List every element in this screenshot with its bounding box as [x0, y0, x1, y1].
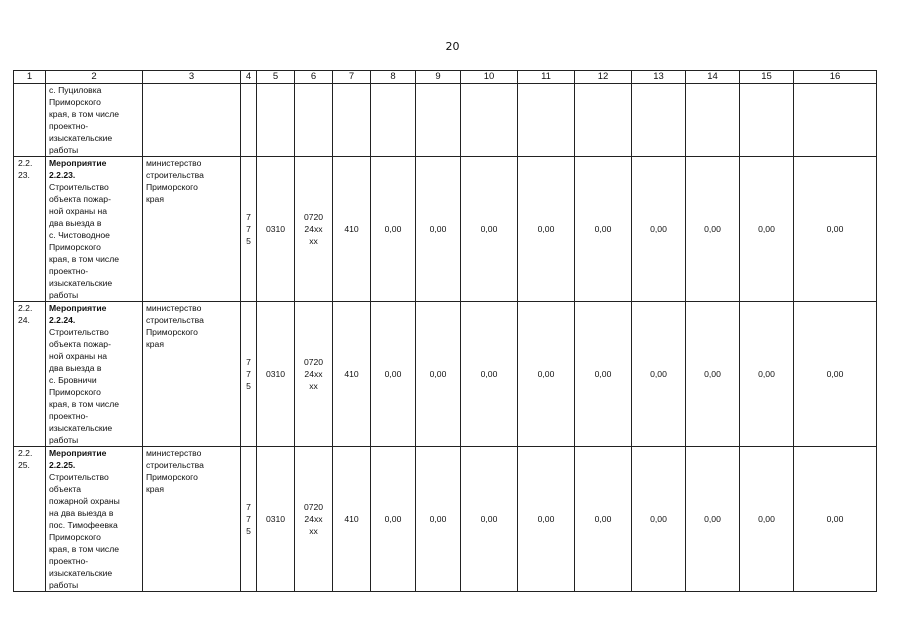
value-cell: 0,00 [575, 157, 632, 302]
column-header: 6 [295, 71, 333, 84]
row-number: 2.2. 24. [14, 302, 46, 447]
grbs-code: 7 7 5 [241, 302, 257, 447]
csr-code: 0720 24хх хх [295, 447, 333, 592]
csr-code: 0720 24хх хх [295, 157, 333, 302]
measure-cell [46, 302, 143, 447]
measure-description: Строительство объекта пожарной охраны на два выезда в пос. Тимофеевка Приморского края, в том числе проектно- изыскательские работы [49, 472, 120, 590]
value-cell: 0,00 [371, 302, 416, 447]
value-cell: 0,00 [686, 157, 740, 302]
measure-description: Строительство объекта пожар- ной охраны на два выезда в с. Бровничи Приморского края, в том числе проектно- изыскательские работы [49, 327, 119, 445]
column-header: 13 [632, 71, 686, 84]
responsible-org: министерство строительства Приморского края [143, 447, 241, 592]
column-header: 1 [14, 71, 46, 84]
csr-code: 0720 24хх хх [295, 302, 333, 447]
column-header: 12 [575, 71, 632, 84]
column-header: 4 [241, 71, 257, 84]
value-cell: 0,00 [518, 447, 575, 592]
continuation-row [14, 84, 877, 157]
value-cell: 0,00 [461, 302, 518, 447]
value-cell: 0,00 [575, 447, 632, 592]
value-cell: 0,00 [740, 157, 794, 302]
row-number: 2.2. 23. [14, 157, 46, 302]
table-row [14, 157, 877, 302]
continuation-name: с. Пуциловка Приморского края, в том числе проектно- изыскательские работы [46, 84, 143, 157]
measure-cell [46, 447, 143, 592]
column-header: 14 [686, 71, 740, 84]
value-cell: 0,00 [740, 302, 794, 447]
vr-code: 410 [333, 447, 371, 592]
column-header: 9 [416, 71, 461, 84]
rzpr-code: 0310 [257, 302, 295, 447]
responsible-org: министерство строительства Приморского края [143, 302, 241, 447]
column-header: 2 [46, 71, 143, 84]
value-cell: 0,00 [416, 157, 461, 302]
page-number: 20 [445, 40, 460, 53]
column-header: 5 [257, 71, 295, 84]
measure-title: Мероприятие 2.2.24. [49, 303, 107, 325]
grbs-code: 7 7 5 [241, 157, 257, 302]
column-header: 15 [740, 71, 794, 84]
column-header: 16 [794, 71, 877, 84]
table-row [14, 447, 877, 592]
measure-description: Строительство объекта пожар- ной охраны на два выезда в с. Чистоводное Приморского края, в том числе проектно- изыскательские работы [49, 182, 119, 300]
vr-code: 410 [333, 302, 371, 447]
column-header: 3 [143, 71, 241, 84]
value-cell: 0,00 [518, 157, 575, 302]
value-cell: 0,00 [575, 302, 632, 447]
table-row [14, 302, 877, 447]
vr-code: 410 [333, 157, 371, 302]
value-cell: 0,00 [371, 157, 416, 302]
value-cell: 0,00 [794, 157, 877, 302]
value-cell: 0,00 [686, 447, 740, 592]
rzpr-code: 0310 [257, 447, 295, 592]
column-header: 7 [333, 71, 371, 84]
value-cell: 0,00 [461, 157, 518, 302]
value-cell: 0,00 [416, 302, 461, 447]
value-cell: 0,00 [632, 302, 686, 447]
responsible-org: министерство строительства Приморского края [143, 157, 241, 302]
measure-title: Мероприятие 2.2.25. [49, 448, 107, 470]
row-number: 2.2. 25. [14, 447, 46, 592]
value-cell: 0,00 [461, 447, 518, 592]
measure-cell [46, 157, 143, 302]
value-cell: 0,00 [518, 302, 575, 447]
column-header: 11 [518, 71, 575, 84]
grbs-code: 7 7 5 [241, 447, 257, 592]
column-header: 10 [461, 71, 518, 84]
value-cell: 0,00 [794, 447, 877, 592]
value-cell: 0,00 [686, 302, 740, 447]
rzpr-code: 0310 [257, 157, 295, 302]
column-header: 8 [371, 71, 416, 84]
value-cell: 0,00 [740, 447, 794, 592]
budget-table [13, 70, 877, 592]
measure-title: Мероприятие 2.2.23. [49, 158, 107, 180]
header-row [14, 71, 877, 84]
value-cell: 0,00 [794, 302, 877, 447]
value-cell: 0,00 [371, 447, 416, 592]
value-cell: 0,00 [632, 447, 686, 592]
value-cell: 0,00 [632, 157, 686, 302]
value-cell: 0,00 [416, 447, 461, 592]
